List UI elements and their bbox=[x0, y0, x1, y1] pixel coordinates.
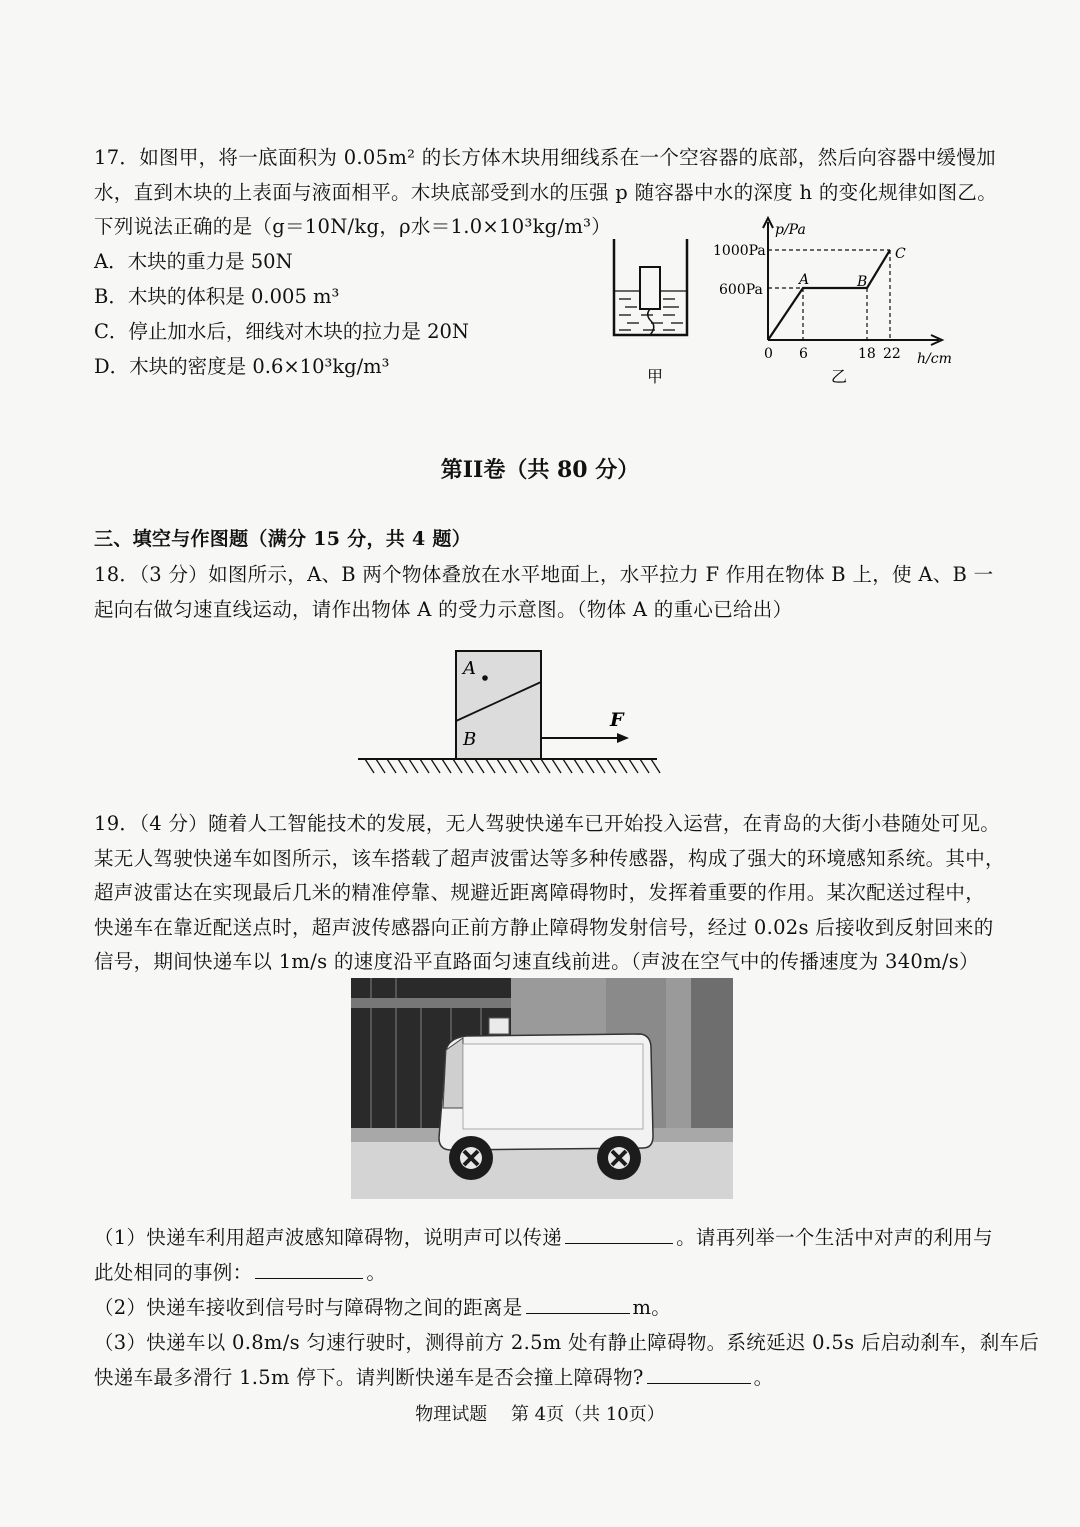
q19-sub1-text-d: 。 bbox=[366, 1261, 387, 1284]
q17-graph-point-c: C bbox=[895, 246, 906, 262]
section-2-title: 第II卷（共 80 分） bbox=[440, 457, 640, 483]
q19-sub3-line-2 bbox=[94, 1362, 773, 1390]
q19-line-4: 快递车在靠近配送点时，超声波传感器向正前方静止障碍物发射信号，经过 0.02s 后接收到反射回来的 bbox=[94, 916, 994, 939]
q18-label-b: B bbox=[463, 729, 477, 750]
ground-hatch-line bbox=[365, 759, 374, 773]
ground-hatch-line bbox=[607, 759, 616, 773]
q17-graph-tick-6: 6 bbox=[799, 346, 808, 362]
q19-line-5: 信号，期间快递车以 1m/s 的速度沿平直路面匀速直线前进。（声波在空气中的传播速度为 340m/s） bbox=[94, 950, 979, 973]
ground-hatch-line bbox=[431, 759, 440, 773]
q19-sub3-line-1: （3）快递车以 0.8m/s 匀速行驶时，测得前方 2.5m 处有静止障碍物。系统延迟 0.5s 后启动刹车，刹车后 bbox=[94, 1331, 1040, 1354]
q17-option-d: D．木块的密度是 0.6×10³kg/m³ bbox=[94, 355, 390, 378]
q19-sub1-text-b: 。请再列举一个生活中对声的利用与 bbox=[676, 1226, 993, 1249]
q19-sub1-text-c: 此处相同的事例： bbox=[94, 1261, 253, 1284]
ground-hatch-line bbox=[475, 759, 484, 773]
ground-hatch-line bbox=[574, 759, 583, 773]
q19-sub2-blank[interactable] bbox=[526, 1297, 630, 1314]
ground-hatch-line bbox=[387, 759, 396, 773]
ground-hatch-line bbox=[618, 759, 627, 773]
ground-hatch-line bbox=[596, 759, 605, 773]
delivery-vehicle-photo bbox=[351, 978, 733, 1199]
q19-line-2: 某无人驾驶快递车如图所示，该车搭载了超声波雷达等多种传感器，构成了强大的环境感知系统。其中， bbox=[94, 847, 1005, 870]
q18-line-1: 18．（3 分）如图所示，A、B 两个物体叠放在水平地面上，水平拉力 F 作用在物体 B 上，使 A、B 一 bbox=[94, 563, 994, 586]
ground-hatch-line bbox=[508, 759, 517, 773]
q18-line-2: 起向右做匀速直线运动，请作出物体 A 的受力示意图。（物体 A 的重心已给出） bbox=[94, 598, 793, 621]
ground-hatch-line bbox=[453, 759, 462, 773]
ground-hatch-line bbox=[486, 759, 495, 773]
q19-sub1-blank-2[interactable] bbox=[255, 1262, 363, 1279]
q17-figure-yi bbox=[705, 212, 965, 392]
ground-hatch-line bbox=[519, 759, 528, 773]
q19-sub3-blank[interactable] bbox=[647, 1367, 751, 1384]
q17-option-a: A．木块的重力是 50N bbox=[94, 250, 293, 273]
ground-hatch-line bbox=[552, 759, 561, 773]
q17-graph-tick-1000: 1000Pa bbox=[713, 243, 766, 259]
ground-hatch-line bbox=[530, 759, 539, 773]
q17-graph-point-a: A bbox=[799, 272, 810, 288]
ground-hatch-line bbox=[651, 759, 660, 773]
q19-sub1-line-1 bbox=[94, 1222, 993, 1250]
q17-option-c: C．停止加水后，细线对木块的拉力是 20N bbox=[94, 320, 469, 343]
ground-hatch-line bbox=[563, 759, 572, 773]
ground-hatch-line bbox=[420, 759, 429, 773]
q19-sub1-text-a: （1）快递车利用超声波感知障碍物，说明声可以传递 bbox=[94, 1226, 563, 1249]
q19-sub2-text-b: m。 bbox=[632, 1296, 672, 1319]
q17-graph-tick-600: 600Pa bbox=[719, 282, 763, 298]
ground-hatch-line bbox=[541, 759, 550, 773]
q17-graph-y-label: p/Pa bbox=[775, 222, 806, 238]
q18-figure bbox=[355, 645, 665, 780]
q17-graph-tick-0: 0 bbox=[764, 346, 773, 362]
q17-graph-x-label: h/cm bbox=[917, 351, 952, 367]
q17-fig-jia-caption: 甲 bbox=[647, 367, 664, 386]
ground-hatch-line bbox=[464, 759, 473, 773]
q17-figure-jia bbox=[605, 235, 695, 395]
q17-graph-tick-22: 22 bbox=[883, 346, 901, 362]
q19-sub1-line-2 bbox=[94, 1257, 386, 1285]
ground-hatch-line bbox=[497, 759, 506, 773]
q17-line-2: 水，直到木块的上表面与液面相平。木块底部受到水的压强 p 随容器中水的深度 h 的变化规律如图乙。 bbox=[94, 181, 998, 204]
q19-sub1-blank-1[interactable] bbox=[565, 1227, 673, 1244]
ground-hatch-line bbox=[585, 759, 594, 773]
q19-line-1: 19．（4 分）随着人工智能技术的发展，无人驾驶快递车已开始投入运营，在青岛的大街小巷随处可见。 bbox=[94, 812, 1001, 835]
ground-hatch-line bbox=[629, 759, 638, 773]
q17-line-1: 17．如图甲，将一底面积为 0.05m² 的长方体木块用细线系在一个空容器的底部，然后向容器中缓慢加 bbox=[94, 146, 996, 169]
ground-hatch-line bbox=[640, 759, 649, 773]
q19-sub3-text-c: 。 bbox=[753, 1366, 774, 1389]
ground-hatch-line bbox=[376, 759, 385, 773]
q17-line-3: 下列说法正确的是（g＝10N/kg，ρ水＝1.0×10³kg/m³） bbox=[94, 215, 612, 238]
ground-hatch-line bbox=[442, 759, 451, 773]
q19-sub2-line bbox=[94, 1292, 671, 1320]
q19-sub2-text-a: （2）快递车接收到信号时与障碍物之间的距离是 bbox=[94, 1296, 523, 1319]
ground-hatch-line bbox=[398, 759, 407, 773]
q18-label-a: A bbox=[463, 658, 476, 679]
q17-option-b: B．木块的体积是 0.005 m³ bbox=[94, 285, 340, 308]
q19-sub3-text-b: 快递车最多滑行 1.5m 停下。请判断快递车是否会撞上障碍物? bbox=[94, 1366, 644, 1389]
q18-label-f: F bbox=[610, 709, 624, 731]
section-3-title: 三、填空与作图题（满分 15 分，共 4 题） bbox=[94, 528, 472, 550]
q17-graph-point-b: B bbox=[857, 274, 868, 290]
ground-hatch-line bbox=[409, 759, 418, 773]
q17-graph-tick-18: 18 bbox=[858, 346, 876, 362]
q19-line-3: 超声波雷达在实现最后几米的精准停靠、规避近距离障碍物时，发挥着重要的作用。某次配送过程中， bbox=[94, 881, 986, 904]
page-footer: 物理试题 第 4页（共 10页） bbox=[415, 1404, 665, 1425]
q17-fig-yi-caption: 乙 bbox=[831, 367, 848, 386]
